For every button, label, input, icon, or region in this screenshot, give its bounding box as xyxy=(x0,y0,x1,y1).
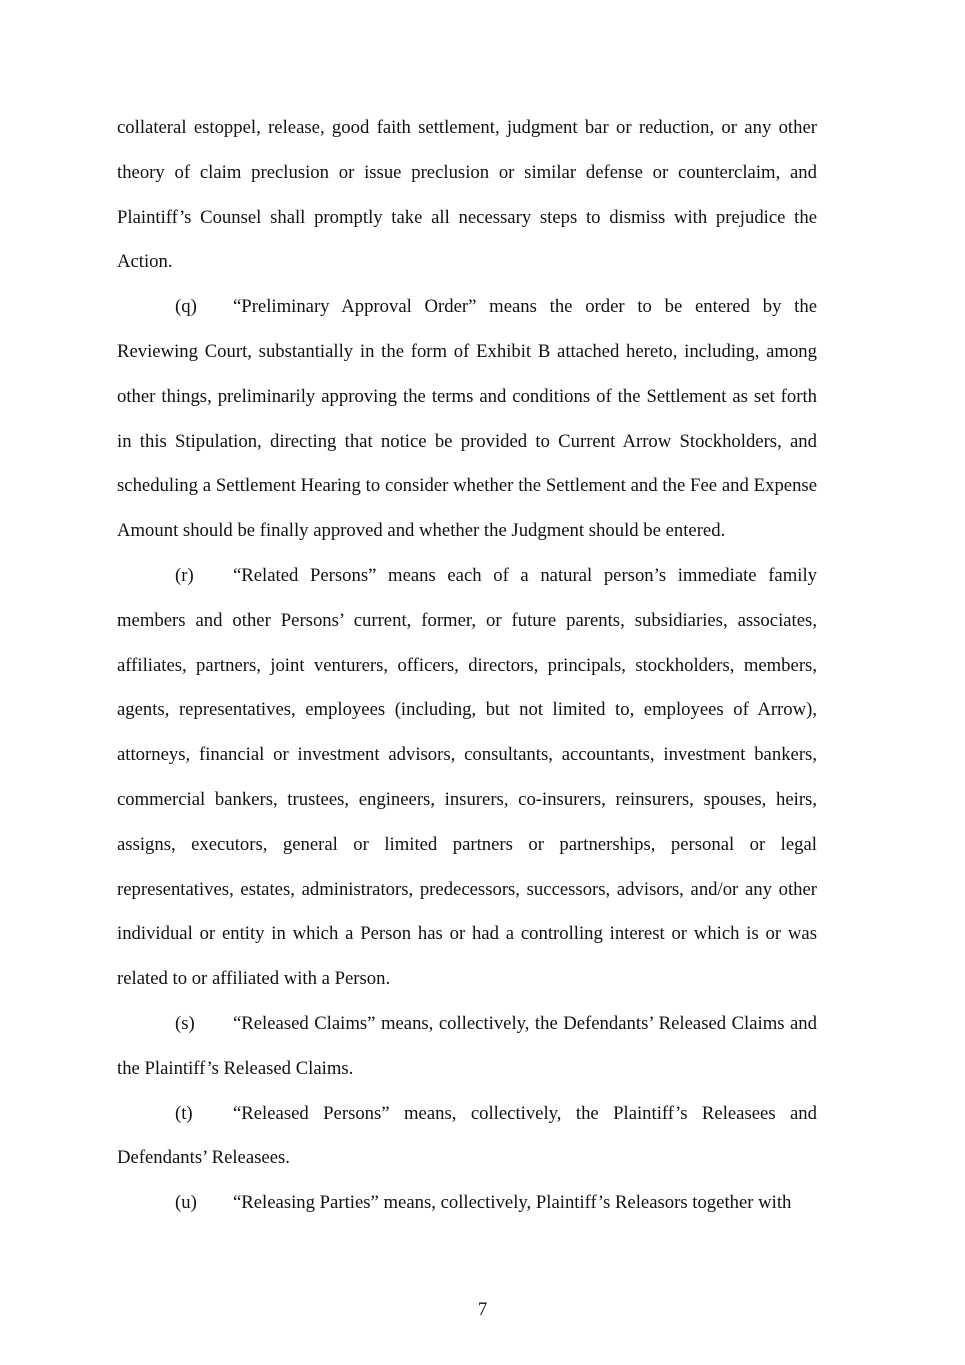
continuation-paragraph: collateral estoppel, release, good faith settlement, judgment bar or reduction, or any other theory of claim preclusion or issue preclusion or similar defense or counterclaim, and Plaintiff’s Counsel shall promptly take all necessary steps to dismiss with prejudice the Action. xyxy=(117,117,817,273)
paragraph-text-t: “Released Persons” means, collectively, the Plaintiff’s Releasees and Defendants’ Releasees. xyxy=(117,1102,817,1169)
paragraph-marker-q: (q) xyxy=(175,296,197,318)
paragraph-marker-s: (s) xyxy=(175,1012,195,1034)
definition-paragraph-q xyxy=(117,285,817,554)
page-number: 7 xyxy=(477,1299,488,1320)
paragraph-text-q: “Preliminary Approval Order” means the order to be entered by the Reviewing Court, substantially in the form of Exhibit B attached hereto, including, among other things, preliminarily approving the terms and conditions of the Settlement as set forth in this Stipulation, directing that notice be provided to Current Arrow Stockholders, and scheduling a Settlement Hearing to consider whether the Settlement and the Fee and Expense Amount should be finally approved and whether the Judgment should be entered. xyxy=(117,296,817,542)
definition-paragraph-r xyxy=(117,554,817,1002)
definition-paragraph-s xyxy=(117,1002,817,1092)
paragraph-marker-t: (t) xyxy=(175,1102,193,1124)
paragraph-text-s: “Released Claims” means, collectively, the Defendants’ Released Claims and the Plaintiff’s Released Claims. xyxy=(117,1012,817,1079)
paragraph-marker-r: (r) xyxy=(175,564,194,586)
paragraph-marker-u: (u) xyxy=(175,1192,197,1214)
paragraph-text-u: “Releasing Parties” means, collectively, Plaintiff’s Releasors together with xyxy=(233,1192,792,1214)
definition-paragraph-u xyxy=(117,1181,817,1226)
document-body xyxy=(117,106,817,1226)
definition-paragraph-t xyxy=(117,1092,817,1182)
paragraph-text-r: “Related Persons” means each of a natural person’s immediate family members and other Persons’ current, former, or future parents, subsidiaries, associates, affiliates, partners, joint venturers, officers, directors, principals, stockholders, members, agents, representatives, employees (including, but not limited to, employees of Arrow), attorneys, financial or investment advisors, consultants, accountants, investment bankers, commercial bankers, trustees, engineers, insurers, co-insurers, reinsurers, spouses, heirs, assigns, executors, general or limited partners or partnerships, personal or legal representatives, estates, administrators, predecessors, successors, advisors, and/or any other individual or entity in which a Person has or had a controlling interest or which is or was related to or affiliated with a Person. xyxy=(117,564,817,990)
